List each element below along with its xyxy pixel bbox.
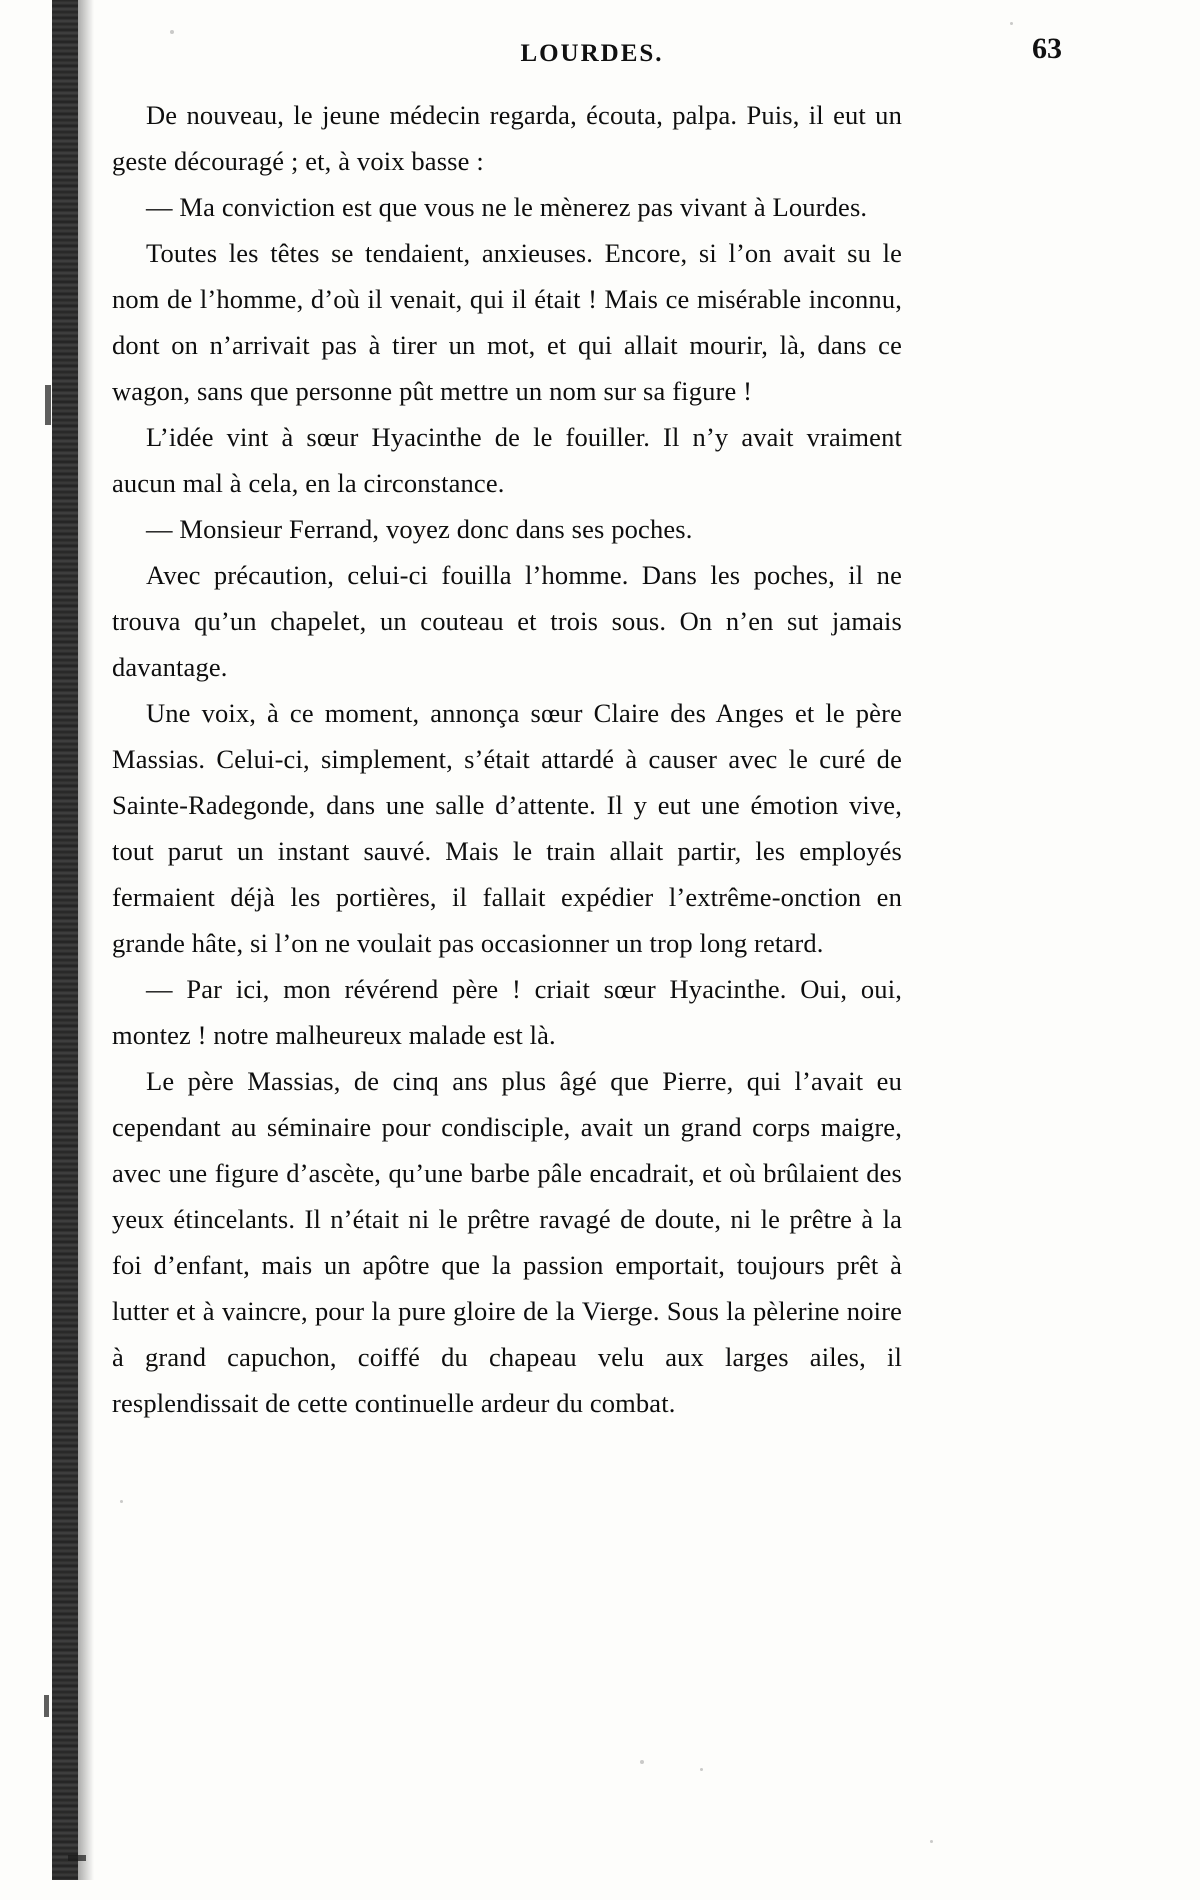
- paragraph: Une voix, à ce moment, annonça sœur Claire des Anges et le père Massias. Celui-ci, simplement, s’était attardé à causer avec le curé de Sainte-Radegonde, dans une salle d’attente. Il y eut une émotion vive, tout parut un instant sauvé. Mais le train allait partir, les employés fermaient déjà les portières, il fallait expédier l’extrême-onction en grande hâte, si l’on ne voulait pas occasionner un trop long retard.: [112, 698, 902, 958]
- gutter-speck: [68, 1855, 86, 1861]
- paragraph: Toutes les têtes se tendaient, anxieuses. Encore, si l’on avait su le nom de l’homme, d’où il venait, qui il était ! Mais ce misérable inconnu, dont on n’arrivait pas à tirer un mot, et qui allait mourir, là, dans ce wagon, sans que personne pût mettre un nom sur sa figure !: [112, 238, 902, 406]
- paragraph: Avec précaution, celui-ci fouilla l’homme. Dans les poches, il ne trouva qu’un chapelet, un couteau et trois sous. On n’en sut jamais davantage.: [112, 560, 902, 682]
- paragraph: De nouveau, le jeune médecin regarda, écouta, palpa. Puis, il eut un geste découragé ; et, à voix basse :: [112, 100, 902, 176]
- paragraph: Le père Massias, de cinq ans plus âgé que Pierre, qui l’avait eu cependant au séminaire pour condisciple, avait un grand corps maigre, avec une figure d’ascète, qu’une barbe pâle encadrait, et où brûlaient des yeux étincelants. Il n’était ni le prêtre ravagé de doute, ni le prêtre à la foi d’enfant, mais un apôtre que la passion emportait, toujours prêt à lutter et à vaincre, pour la pure gloire de la Vierge. Sous la pèlerine noire à grand capuchon, coiffé du chapeau velu aux larges ailes, il resplendissait de cette continuelle ardeur du combat.: [112, 1066, 902, 1418]
- page-content: [112, 0, 1072, 1426]
- gutter-speck: [45, 385, 51, 425]
- paragraph: — Monsieur Ferrand, voyez donc dans ses poches.: [146, 514, 693, 544]
- paragraph: L’idée vint à sœur Hyacinthe de le fouiller. Il n’y avait vraiment aucun mal à cela, en la circonstance.: [112, 422, 902, 498]
- body-text: [112, 92, 902, 1426]
- page-number: 63: [1032, 32, 1062, 65]
- paragraph: — Par ici, mon révérend père ! criait sœur Hyacinthe. Oui, oui, montez ! notre malheureux malade est là.: [112, 974, 902, 1050]
- page-header: [112, 0, 1072, 72]
- running-head: LOURDES.: [520, 40, 664, 67]
- gutter-speck: [44, 1695, 49, 1717]
- paragraph: — Ma conviction est que vous ne le mènerez pas vivant à Lourdes.: [146, 192, 868, 222]
- binding-shadow: [78, 0, 94, 1880]
- binding-gutter: [52, 0, 78, 1880]
